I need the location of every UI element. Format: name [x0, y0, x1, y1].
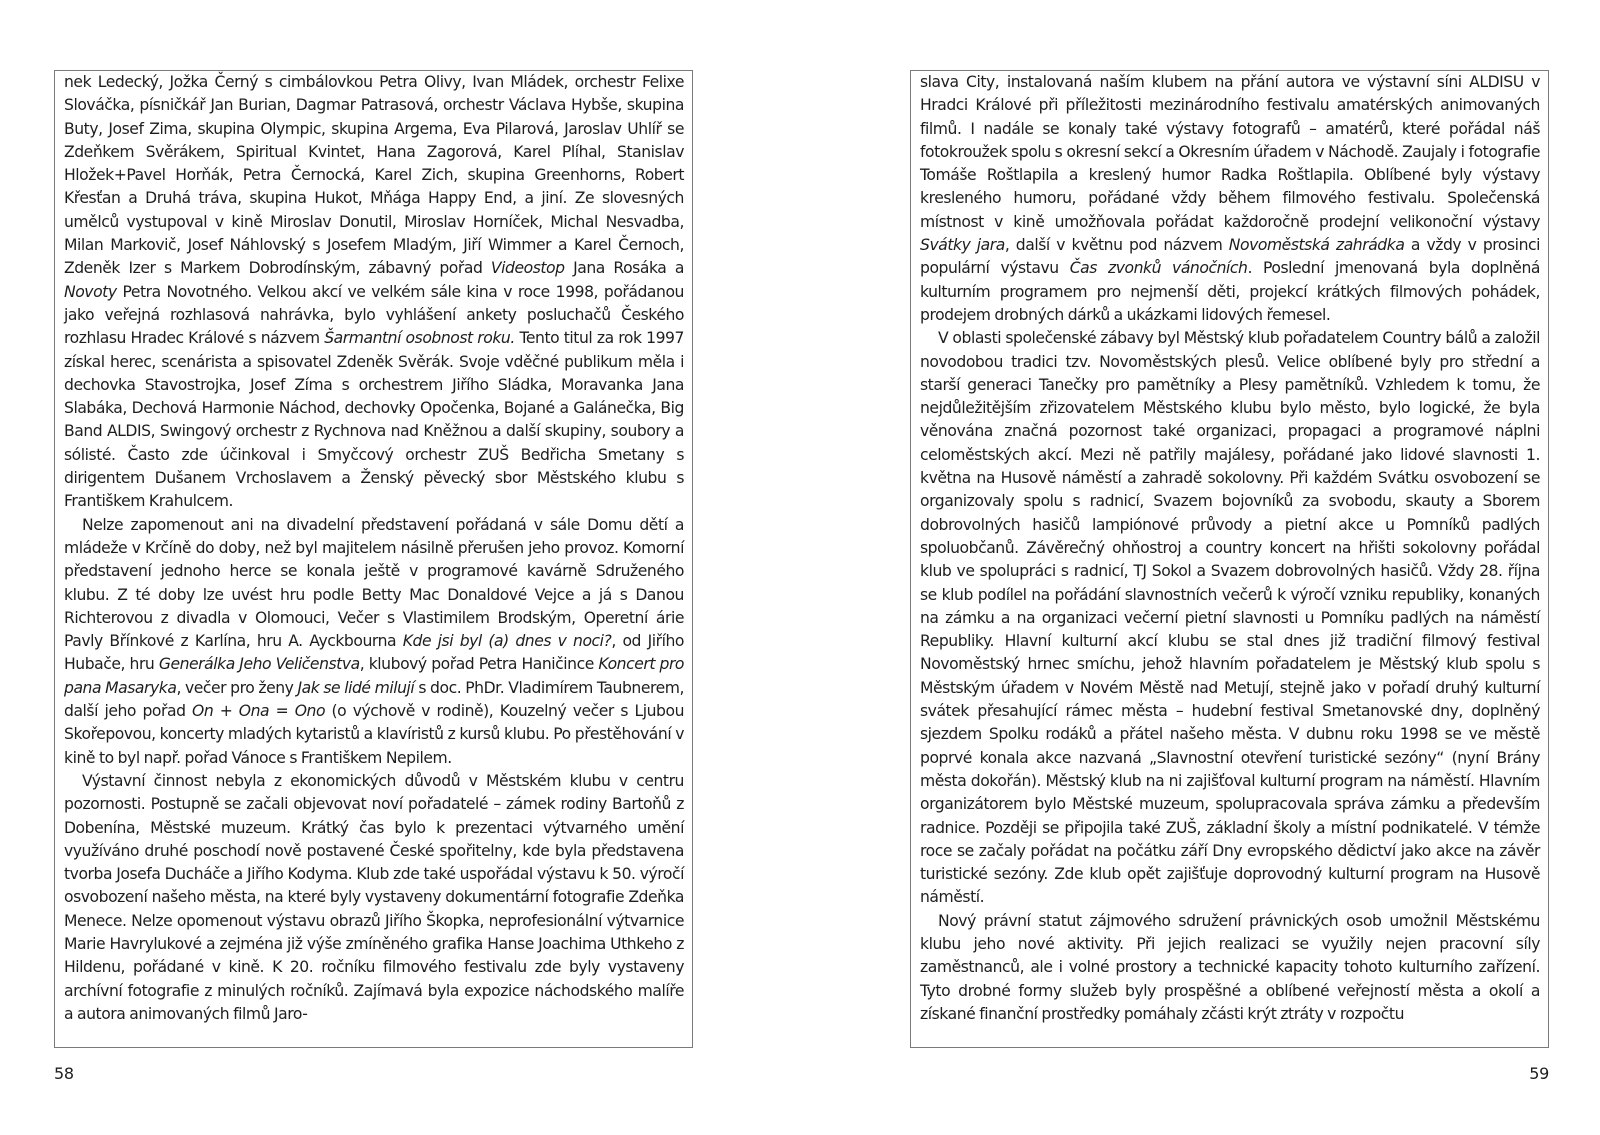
body-text-run: Petra Novotného. Velkou akcí ve velkém sále kina v roce 1998, pořádanou jako veřejná rozhlasová nahrávka, bylo vyhlášení ankety posluchačů Českého rozhlasu Hradec Králové s názvem — [64, 282, 684, 348]
left-paragraph-1 — [64, 71, 684, 514]
body-text-run: . Poslední jmenovaná byla doplněná kulturním programem pro nejmenší děti, projekcí krátkých filmových pohádek, prodejem drobných dárků a ukázkami lidových řemesel. — [920, 259, 1540, 324]
body-text-run: Výstavní činnost nebyla z ekonomických důvodů v Městském klubu v centru pozornosti. Postupně se začali objevovat noví pořadatelé – zámek rodiny Bartoňů z Dobenína, Městské muzeum. Krátký čas bylo k prezentaci výtvarného umění využíváno druhé poschodí nově postavené České spořitelny, kde byla představena tvorba Josefa Ducháče a Jiřího Kodyma. Klub zde také uspořádal výstavu k 50. výročí osvobození našeho města, na které byly vystaveny dokumentární fotografie Zdeňka Menece. Nelze opomenout výstavu obrazů Jiřího Škopka, neprofesionální výtvarnice Marie Havrylukové a zejména již výše zmíněného grafika Hanse Joachima Uthkeho z Hildenu, pořádané v kině. K 20. ročníku filmového festivalu zde byly vystaveny archívní fotografie z minulých ročníků. Zajímavá byla expozice náchodského malíře a autora animovaných filmů Jaro- — [64, 771, 684, 1023]
italic-title-text: Koncert pro pana Masaryka — [64, 655, 684, 697]
body-text-run: Nelze zapomenout ani na divadelní představení pořádaná v sále Domu dětí a mládeže v Krčíně do doby, než byl majitelem násilně přerušen jeho provoz. Komorní představení jednoho herce se konala ještě v programové kavárně Sdruženého klubu. Z té doby lze uvést hru podle Betty Mac Donaldové Vejce a já s Danou Richterovou z divadla v Olomouci, Večer s Vlastimilem Brodským, Operetní árie Pavly Břínkové z Karlína, hru A. Ayckbourna — [64, 515, 684, 651]
page-number-left: 58 — [54, 1064, 74, 1083]
right-paragraph-2 — [920, 327, 1540, 909]
italic-title-text: Novoměstská zahrádka — [1228, 236, 1405, 255]
italic-title-text: Novoty — [64, 282, 117, 301]
italic-title-text: On + Ona = Ono — [192, 702, 326, 721]
italic-title-text: Čas zvonků vánočních — [1069, 259, 1248, 278]
body-text-run: slava City, instalovaná naším klubem na přání autora ve výstavní síni ALDISU v Hradci Králové při příležitosti mezinárodního festivalu amatérských animovaných filmů. I nadále se konaly také výstavy fotografů – amatérů, které pořádal náš fotokroužek spolu s okresní sekcí a Okresním úřadem v Náchodě. Zaujaly i fotografie Tomáše Roštlapila a kreslený humor Radka Roštlapila. Oblíbené byly výstavy kresleného humoru, pořádané vždy během filmového festivalu. Společenská místnost v kině umožňovala pořádat každoročně prodejní velikonoční výstavy — [920, 73, 1540, 231]
italic-title-text: Videostop — [490, 259, 565, 278]
body-text-run: nek Ledecký, Jožka Černý s cimbálovkou Petra Olivy, Ivan Mládek, orchestr Felixe Slováčka, písničkář Jan Burian, Dagmar Patrasová, orchestr Václava Hybše, skupina Buty, Josef Zima, skupina Olympic, skupina Argema, Eva Pilarová, Jaroslav Uhlíř se Zdeňkem Svěrákem, Spiritual Kvintet, Hana Zagorová, Karel Plíhal, Stanislav Hložek+Pavel Horňák, Petra Černocká, Karel Zich, skupina Greenhorns, Robert Křesťan a Druhá tráva, skupina Hukot, Mňága Happy End, a jiní. Ze slovesných umělců vystupoval v kině Miroslav Donutil, Miroslav Horníček, Michal Nesvadba, Milan Markovič, Josef Náhlovský s Josefem Mladým, Jiří Wimmer a Karel Černoch, Zdeněk Izer s Markem Dobrodínským, zábavný pořad — [64, 73, 684, 278]
body-text-run: (o výchově v rodině), Kouzelný večer s Ljubou Skořepovou, koncerty mladých kytaristů a klavíristů z kursů klubu. Po přestěhování v kině to byl např. pořad Vánoce s Františkem Nepilem. — [64, 702, 684, 767]
body-text-run: V oblasti společenské zábavy byl Městský klub pořadatelem Country bálů a založil novodobou tradici tzv. Novoměstských plesů. Velice oblíbené byly pro střední a starší generaci Tanečky pro pamětníky a Plesy pamětníků. Vzhledem k tomu, že nejdůležitějším zřizovatelem Městského klubu bylo město, bylo logické, že byla věnována značná pozornost také organizaci, propagaci a programové náplni celoměstských akcí. Mezi ně patřily majálesy, pořádané jako lidové slavnosti 1. května na Husově náměstí a zahradě sokolovny. Při každém Svátku osvobození se organizovaly spolu s radnicí, Svazem bojovníků za svobodu, skauty a Sborem dobrovolných hasičů lampiónové průvody a pietní akce u Pomníků padlých spoluobčanů. Závěrečný ohňostroj a country koncert na hřišti sokolovny pořádal klub ve spolupráci s radnicí, TJ Sokol a Svazem dobrovolných hasičů. Vždy 28. října se klub podílel na pořádání slavnostních večerů k výročí vzniku republiky, konaných na zámku a na organizaci večerní pietní slavnosti u Pomníku padlých na náměstí Republiky. Hlavní kulturní akcí klubu se stal dnes již tradiční filmový festival Novoměstský hrnec smíchu, jehož hlavním pořadatelem je Městský klub spolu s Městským úřadem v Novém Městě nad Metují, stejně jako v pořadí druhý kulturní svátek přesahující rámec města – hudební festival Smetanovské dny, doplněný sjezdem Spolku rodáků a přátel našeho města. V dubnu roku 1998 se ve městě poprvé konala akce nazvaná „Slavnostní otevření turistické sezóny“ (nyní Brány města dokořán). Městský klub na ni zajišťoval kulturní program na náměstí. Hlavním organizátorem bylo Městské muzeum, spolupracovala správa zámku a především radnice. Později se připojila také ZUŠ, základní školy a místní podnikatelé. V témže roce se začaly pořádat na počátku září Dny evropského dědictví jako akce na závěr turistické sezóny. Zde klub opět zajišťuje doprovodný kulturní program na Husově náměstí. — [920, 329, 1540, 907]
page-number-right: 59 — [1529, 1064, 1549, 1083]
right-page-text — [920, 71, 1540, 1026]
left-page-text — [64, 71, 684, 1026]
right-paragraph-1 — [920, 71, 1540, 327]
body-text-run: , od Jiřího Hubače, hru — [64, 632, 684, 674]
body-text-run: Nový právní statut zájmového sdružení právnických osob umožnil Městskému klubu jeho nové aktivity. Při jejich realizaci se využily nejen pracovní síly zaměstnanců, ale i volné prostory a technické kapacity tohoto kulturního zařízení. Tyto drobné formy služeb byly prospěšné a oblíbené veřejností města a okolí a získané finanční prostředky pomáhaly zčásti krýt ztráty v rozpočtu — [920, 911, 1540, 1023]
body-text-run: , klubový pořad Petra Haničince — [359, 655, 599, 674]
body-text-run: , další v květnu pod názvem — [1004, 236, 1229, 255]
right-page — [910, 70, 1549, 1083]
italic-title-text: Šarmantní osobnost roku. — [324, 329, 515, 348]
italic-title-text: Svátky jara — [920, 236, 1005, 255]
italic-title-text: Generálka Jeho Veličenstva — [158, 655, 360, 674]
left-paragraph-3 — [64, 770, 684, 1026]
body-text-run: a vždy v prosinci populární výstavu — [920, 236, 1541, 278]
left-page — [54, 70, 693, 1083]
body-text-run: Tento titul za rok 1997 získal herec, scenárista a spisovatel Zdeněk Svěrák. Svoje vděčné publikum měla i dechovka Stavostrojka, Josef Zíma s orchestrem Jiřího Sládka, Moravanka Jana Slabáka, Dechová Harmonie Náchod, dechovky Opočenka, Bojané a Galánečka, Big Band ALDIS, Swingový orchestr z Rychnova nad Kněžnou a další skupiny, soubory a sólisté. Často zde účinkoval i Smyčcový orchestr ZUŠ Bedřicha Smetany s dirigentem Dušanem Vrchoslavem a Ženský pěvecký sbor Městského klubu s Františkem Krahulcem. — [64, 329, 685, 511]
left-paragraph-2 — [64, 514, 684, 770]
body-text-run: Jana Rosáka a — [564, 259, 684, 278]
right-text-frame — [910, 70, 1549, 1048]
body-text-run: s doc. PhDr. Vladimírem Taubnerem, další jeho pořad — [64, 678, 684, 721]
body-text-run: , večer pro ženy — [176, 678, 298, 697]
italic-title-text: Jak se lidé milují — [297, 678, 415, 697]
right-paragraph-3 — [920, 910, 1540, 1026]
italic-title-text: Kde jsi byl (a) dnes v noci? — [402, 632, 612, 651]
left-text-frame — [54, 70, 693, 1048]
